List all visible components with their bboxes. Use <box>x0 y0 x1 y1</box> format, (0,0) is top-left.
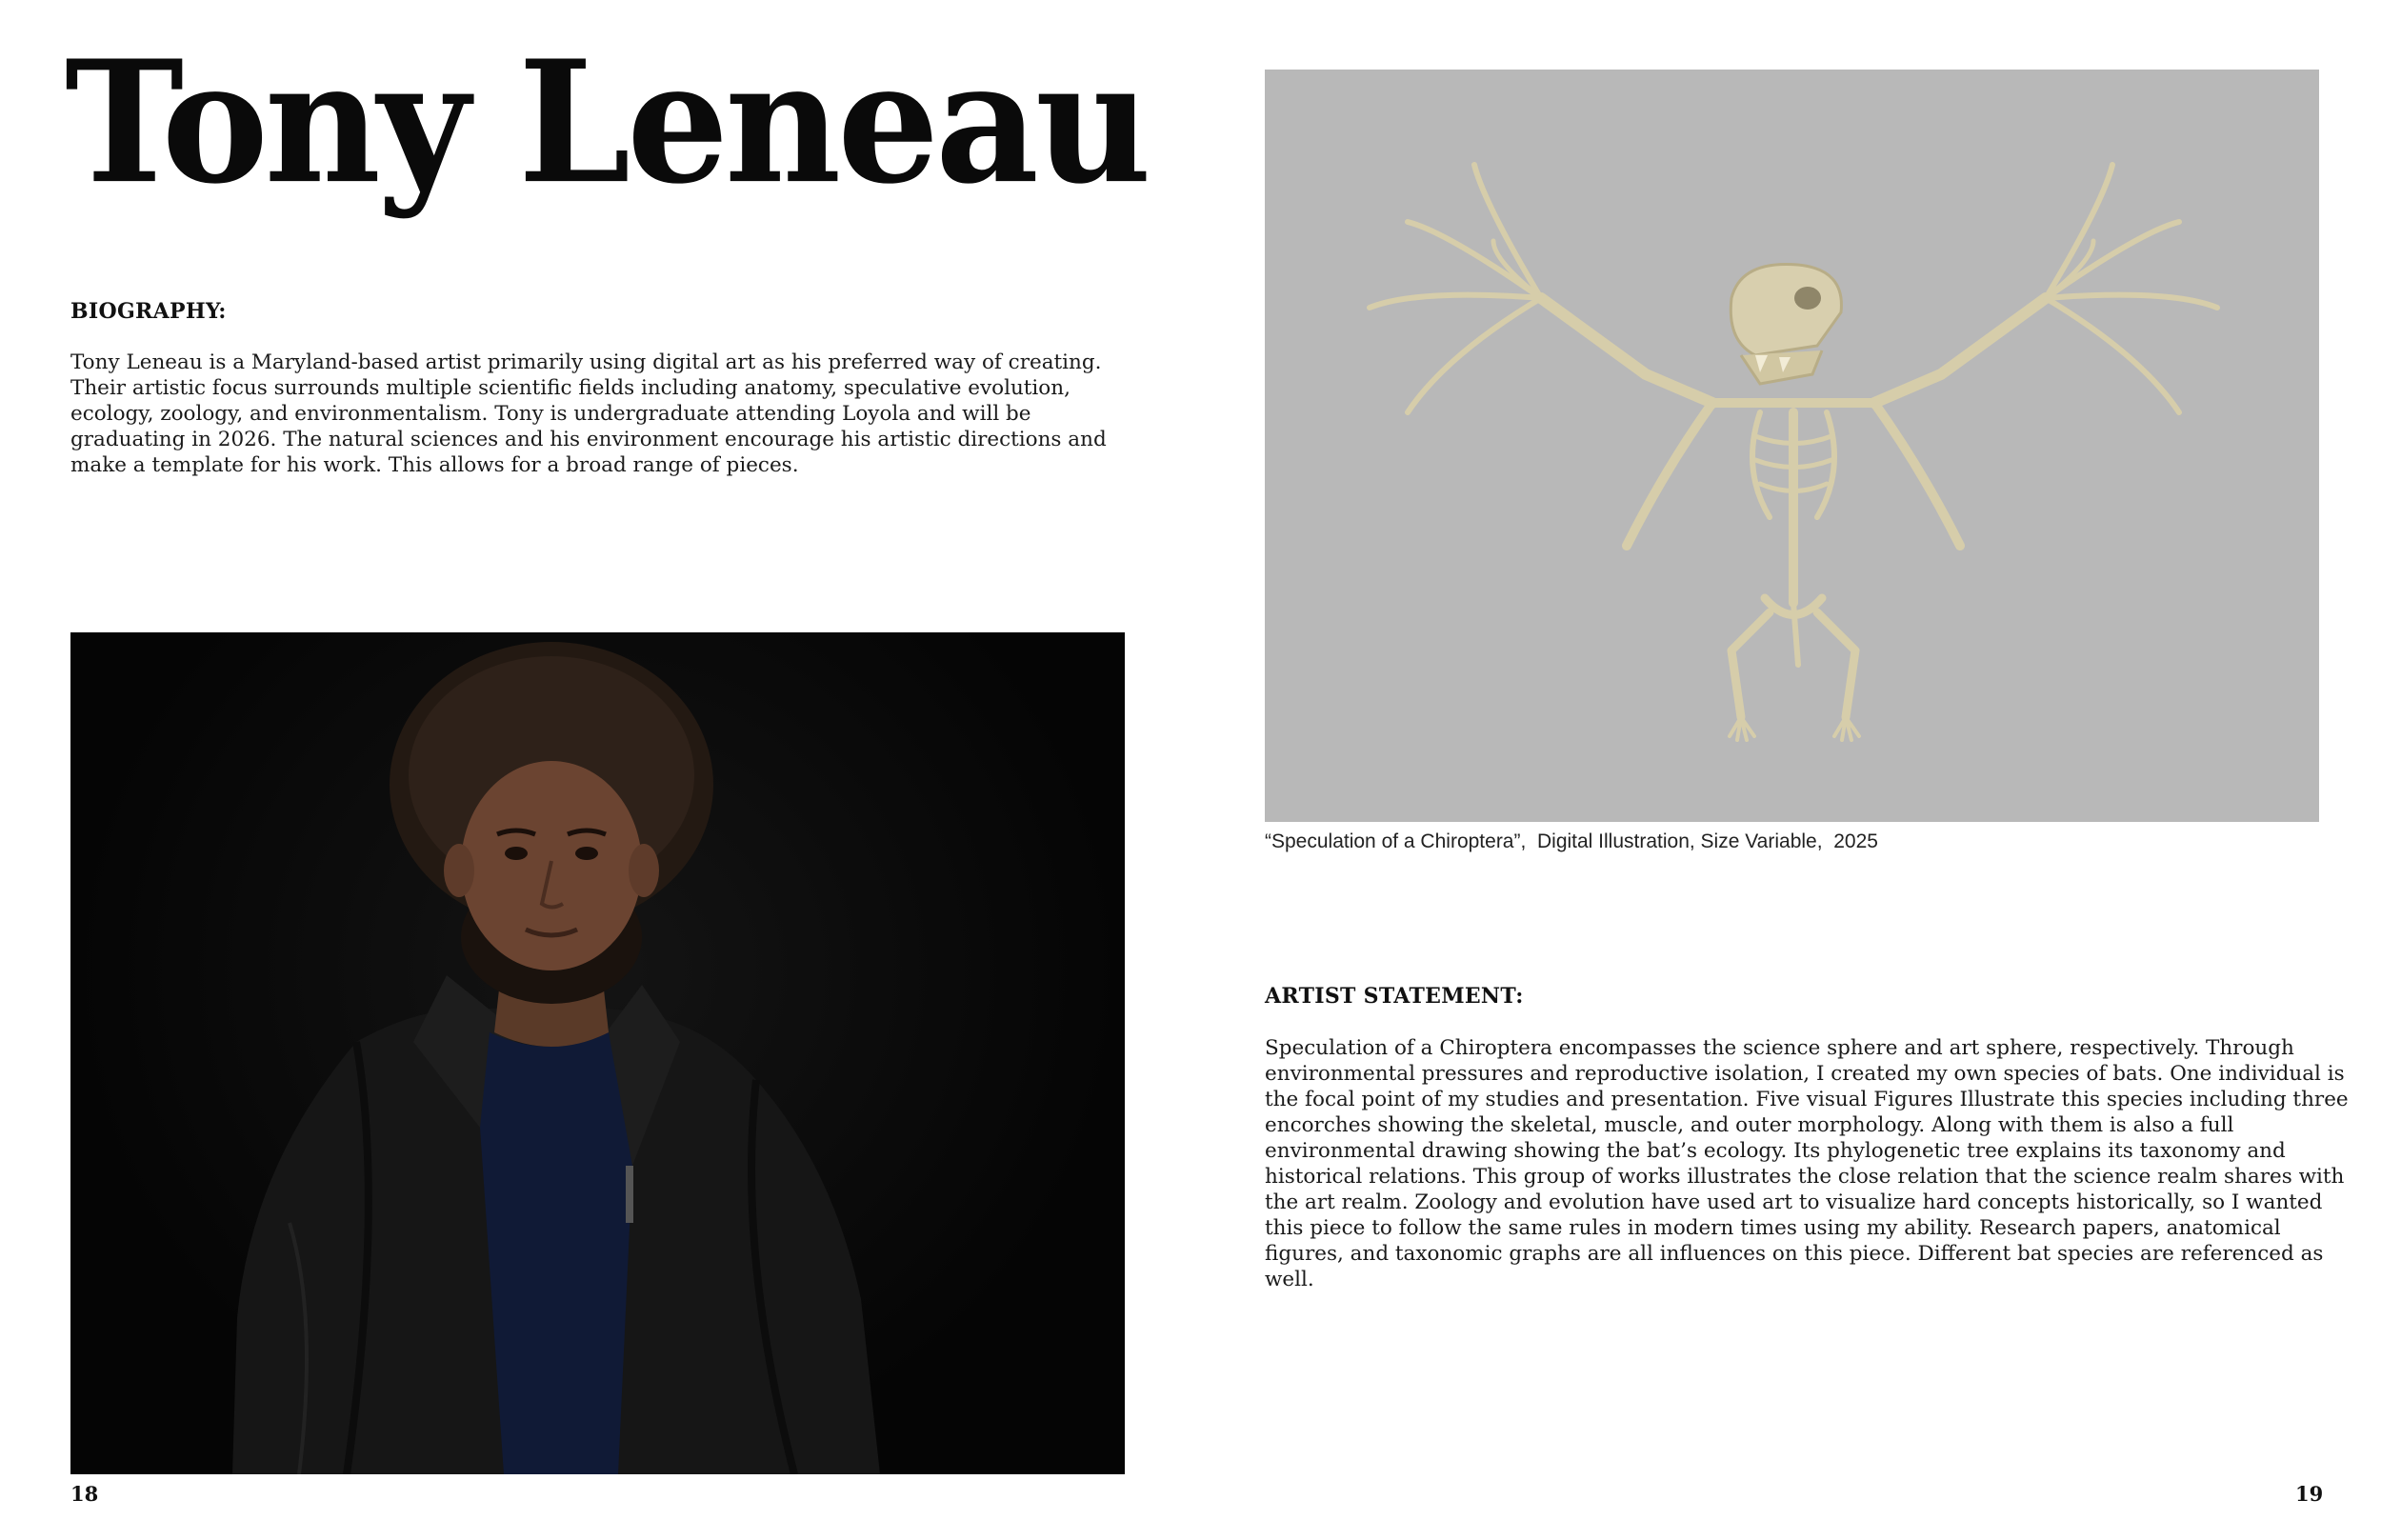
biography-heading: BIOGRAPHY: <box>70 299 227 324</box>
bat-skeleton-illustration <box>1265 70 2319 822</box>
artist-name-title: Tony Leneau <box>65 23 1149 222</box>
artist-portrait-photo <box>70 632 1125 1474</box>
artist-statement-text: Speculation of a Chiroptera encompasses the science sphere and art sphere, respectively. Through environmental pressures and reproductive isolation, I created my own species of bats. One individual is the focal point of my studies and presentation. Five visual Figures Illustrate this species including three encorches showing the skeletal, muscle, and outer morphology. Along with them is also a full environmental drawing showing the bat’s ecology. Its phylogenetic tree explains its taxonomy and historical relations. This group of works illustrates the close relation that the science realm shares with the art realm. Zoology and evolution have used art to visualize hard concepts historically, so I wanted this piece to follow the same rules in modern times using my ability. Research papers, anatomical figures, and taxonomic graphs are all influences on this piece. Different bat species are referenced as well. <box>1265 1036 2349 1291</box>
biography-text: Tony Leneau is a Maryland-based artist primarily using digital art as his preferred way of creating. Their artistic focus surrounds multiple scientific fields including anatomy, speculative evolution, ecology, zoology, and environmentalism. Tony is undergraduate attending Loyola and will be graduating in 2026. The natural sciences and his environment encourage his artistic directions and make a template for his work. This allows for a broad range of pieces. <box>70 350 1107 477</box>
page-number-right: 19 <box>2295 1482 2324 1506</box>
artist-statement-heading: ARTIST STATEMENT: <box>1265 984 1524 1009</box>
page-number-left: 18 <box>70 1482 99 1506</box>
artwork-caption: “Speculation of a Chiroptera”, Digital Illustration, Size Variable, 2025 <box>1265 830 1878 852</box>
artwork-image-bat-skeleton <box>1265 70 2319 822</box>
portrait-illustration <box>70 632 1125 1474</box>
